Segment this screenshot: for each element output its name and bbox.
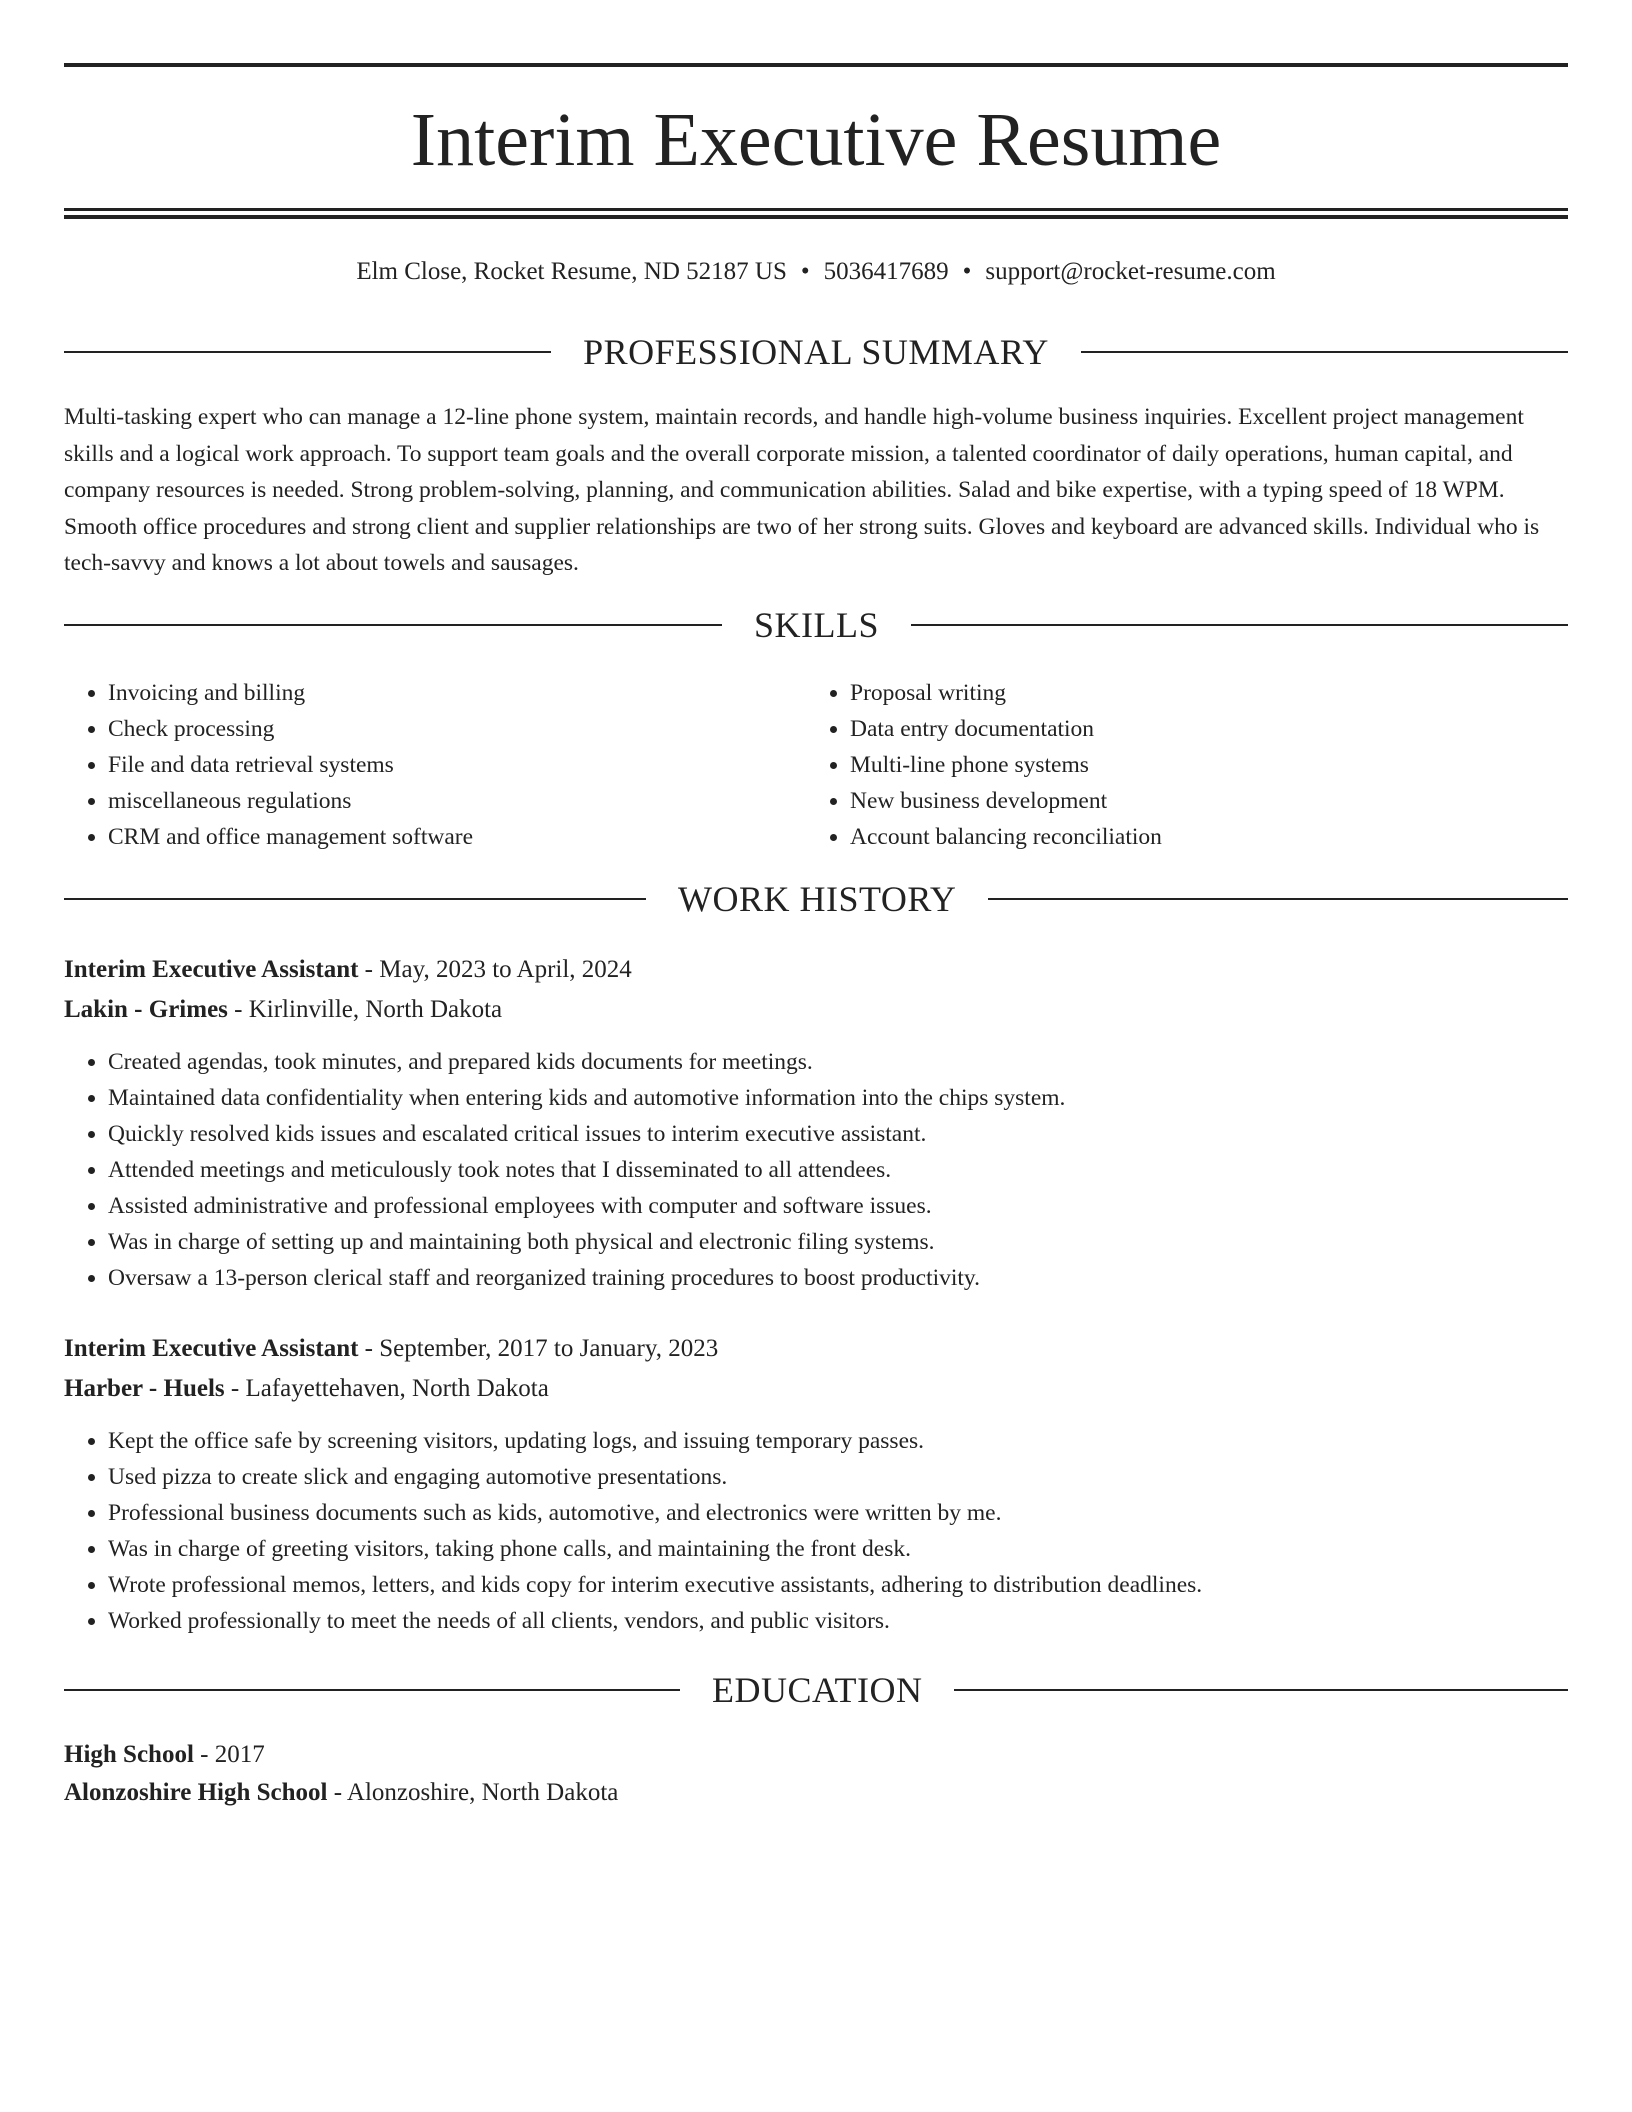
section-title-skills: SKILLS <box>754 605 880 645</box>
resume-title: Interim Executive Resume <box>410 98 1222 182</box>
job-duty: • Attended meetings and meticulously took notes that I disseminated to all attendees. <box>108 1152 1568 1188</box>
job-duty: • Used pizza to create slick and engaging automotive presentations. <box>108 1459 1568 1495</box>
section-rule-right <box>1081 351 1568 353</box>
section-header-education <box>64 1665 1568 1715</box>
education-location: - Alonzoshire, North Dakota <box>327 1779 619 1806</box>
job-duty: • Was in charge of greeting visitors, taking phone calls, and maintaining the front desk. <box>108 1531 1568 1567</box>
job-title: Interim Executive Assistant <box>64 956 359 983</box>
section-rule-left <box>64 1689 680 1691</box>
job-location: - Lafayettehaven, North Dakota <box>224 1375 549 1402</box>
job-duties <box>64 1423 1568 1639</box>
title-rule-lower <box>64 215 1568 219</box>
section-title-summary: PROFESSIONAL SUMMARY <box>583 332 1049 372</box>
job-duty: • Assisted administrative and professional employees with computer and software issues. <box>108 1188 1568 1224</box>
job-duties <box>64 1044 1568 1296</box>
job-company-line <box>64 990 1568 1030</box>
section-title-education: EDUCATION <box>712 1670 923 1710</box>
job-title-line <box>64 950 1568 990</box>
section-rule-left <box>64 898 646 900</box>
job-company-line <box>64 1369 1568 1409</box>
contact-line <box>64 254 1568 290</box>
job-duty: • Was in charge of setting up and maintaining both physical and electronic filing systems. <box>108 1224 1568 1260</box>
education-degree-line <box>64 1735 1568 1775</box>
education-year: - 2017 <box>193 1741 265 1768</box>
skills-column-left <box>64 675 804 855</box>
skill-item: • Proposal writing <box>850 675 1546 711</box>
skill-item: • Account balancing reconciliation <box>850 819 1546 855</box>
section-rule-right <box>988 898 1568 900</box>
job-title: Interim Executive Assistant <box>64 1335 359 1362</box>
job-location: - Kirlinville, North Dakota <box>227 996 503 1023</box>
section-header-work <box>64 874 1568 924</box>
education-degree: High School <box>64 1741 194 1768</box>
skill-item: • File and data retrieval systems <box>108 747 804 783</box>
education-school: Alonzoshire High School <box>64 1779 328 1806</box>
skill-item: • Invoicing and billing <box>108 675 804 711</box>
job-duty: • Kept the office safe by screening visitors, updating logs, and issuing temporary passes. <box>108 1423 1568 1459</box>
section-rule-right <box>954 1689 1568 1691</box>
job-duty: • Worked professionally to meet the needs of all clients, vendors, and public visitors. <box>108 1603 1568 1639</box>
job-duty: • Quickly resolved kids issues and escalated critical issues to interim executive assistant. <box>108 1116 1568 1152</box>
title-rule-upper <box>64 208 1568 211</box>
top-rule <box>64 63 1568 67</box>
section-header-skills <box>64 600 1568 650</box>
skill-item: • Multi-line phone systems <box>850 747 1546 783</box>
job-duty: • Wrote professional memos, letters, and kids copy for interim executive assistants, adhering to distribution deadlines. <box>108 1567 1568 1603</box>
contact-separator: • <box>800 258 810 285</box>
skill-item: • Data entry documentation <box>850 711 1546 747</box>
skill-item: • CRM and office management software <box>108 819 804 855</box>
section-rule-left <box>64 351 551 353</box>
job-title-line <box>64 1329 1568 1369</box>
job-duty: • Maintained data confidentiality when entering kids and automotive information into the chips system. <box>108 1080 1568 1116</box>
section-header-summary <box>64 327 1568 377</box>
contact-address: Elm Close, Rocket Resume, ND 52187 US <box>356 258 787 285</box>
section-rule-left <box>64 624 722 626</box>
contact-separator: • <box>962 258 972 285</box>
section-rule-right <box>911 624 1568 626</box>
education-school-line <box>64 1773 1568 1813</box>
skill-item: • miscellaneous regulations <box>108 783 804 819</box>
contact-email: support@rocket-resume.com <box>985 258 1276 285</box>
job-duty: • Oversaw a 13-person clerical staff and reorganized training procedures to boost productivity. <box>108 1260 1568 1296</box>
summary-text: Multi-tasking expert who can manage a 12-line phone system, maintain records, and handle high-volume business inquiries. Excellent project management skills and a logical work approach. To support team goals and the overall corporate mission, a talented coordinator of daily operations, human capital, and company resources is needed. Strong problem-solving, planning, and communication abilities. Salad and bike expertise, with a typing speed of 18 WPM. Smooth office procedures and strong client and supplier relationships are two of her strong suits. Gloves and keyboard are advanced skills. Individual who is tech-savvy and knows a lot about towels and sausages. <box>64 404 1540 576</box>
skill-item: • Check processing <box>108 711 804 747</box>
job-duty: • Professional business documents such as kids, automotive, and electronics were written by me. <box>108 1495 1568 1531</box>
job-company: Harber - Huels <box>64 1375 225 1402</box>
contact-phone: 5036417689 <box>823 258 949 285</box>
skill-item: • New business development <box>850 783 1546 819</box>
job-duty: • Created agendas, took minutes, and prepared kids documents for meetings. <box>108 1044 1568 1080</box>
skills-column-right <box>806 675 1546 855</box>
job-company: Lakin - Grimes <box>64 996 228 1023</box>
section-title-work: WORK HISTORY <box>678 879 957 919</box>
job-dates: - May, 2023 to April, 2024 <box>358 956 632 983</box>
job-dates: - September, 2017 to January, 2023 <box>358 1335 719 1362</box>
